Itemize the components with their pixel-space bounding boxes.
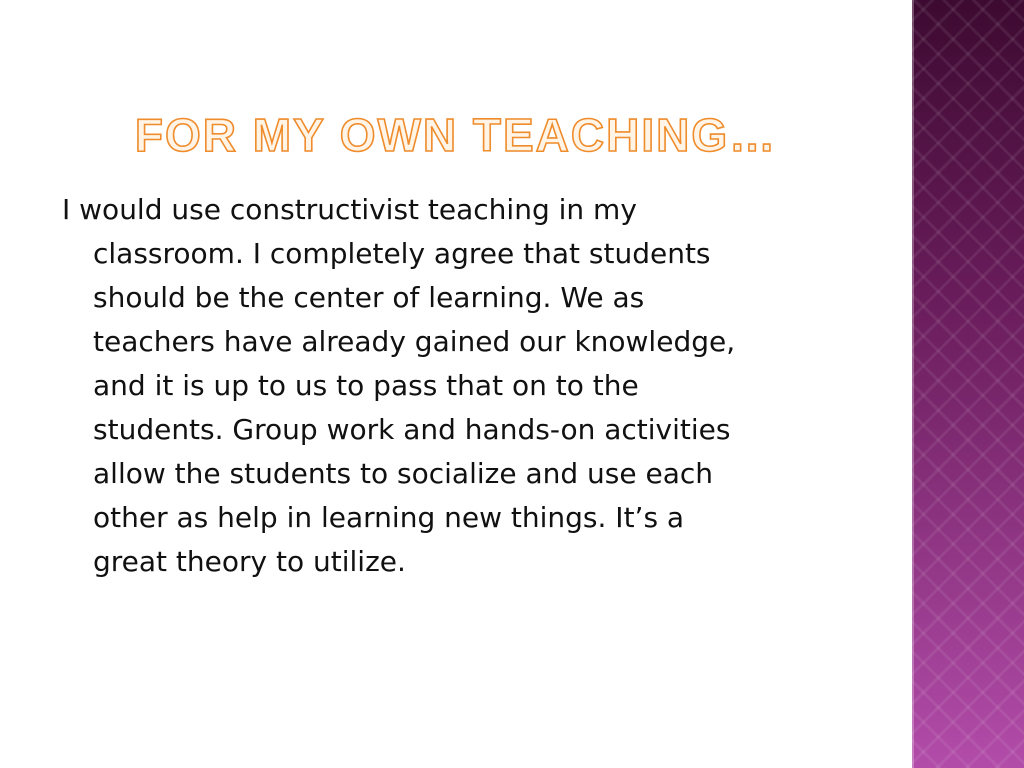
decorative-side-bar xyxy=(912,0,1024,768)
body-text xyxy=(62,188,902,584)
side-bar-edge-line xyxy=(912,0,914,768)
body-line: should be the center of learning. We as xyxy=(93,281,645,314)
body-line: other as help in learning new things. It’s a xyxy=(93,501,685,534)
body-line: allow the students to socialize and use each xyxy=(93,457,714,490)
body-line: classroom. I completely agree that students xyxy=(93,237,711,270)
body-line: I would use constructivist teaching in my xyxy=(62,193,637,226)
body-line: students. Group work and hands-on activities xyxy=(93,413,731,446)
body-line: and it is up to us to pass that on to the xyxy=(93,369,639,402)
body-line: teachers have already gained our knowledge, xyxy=(93,325,736,358)
slide-title: FOR MY OWN TEACHING… xyxy=(134,109,778,161)
body-line: great theory to utilize. xyxy=(93,545,406,578)
